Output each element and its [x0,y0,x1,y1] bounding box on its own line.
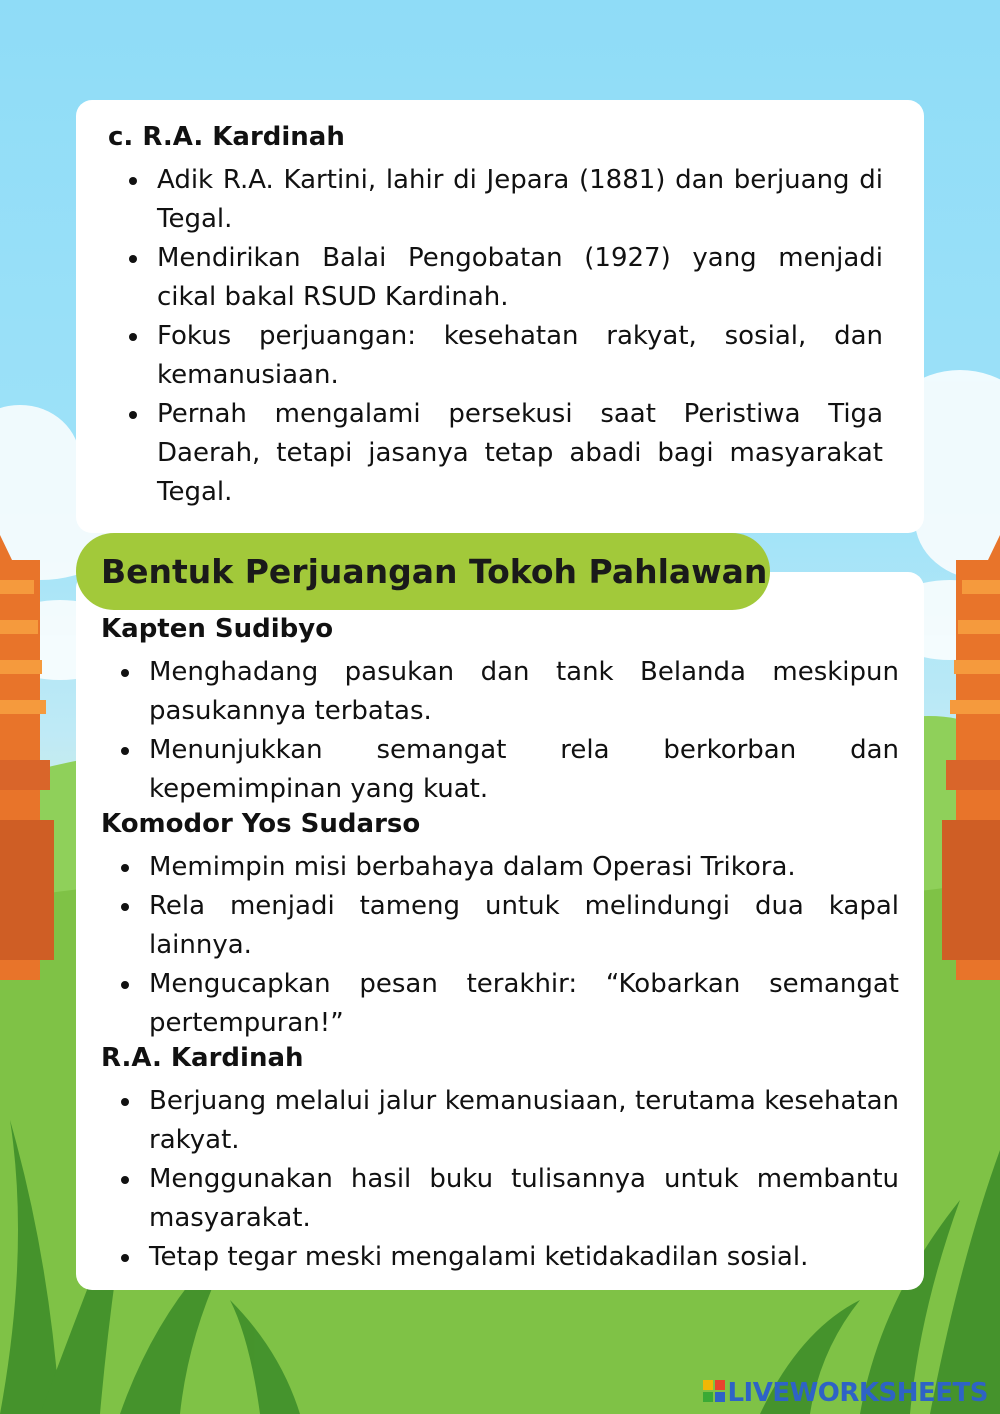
kardinah-bullet-list [157,161,883,512]
list-item: Menunjukkan semangat rela berkorban dan kepemimpinan yang kuat. [149,731,899,809]
hero-name-yos-sudarso: Komodor Yos Sudarso [101,809,421,839]
list-item: Memimpin misi berbahaya dalam Operasi Trikora. [149,848,899,887]
list-item: Tetap tegar meski mengalami ketidakadilan sosial. [149,1238,899,1277]
list-item: Mengucapkan pesan terakhir: “Kobarkan semangat pertempuran!” [149,965,899,1043]
liveworksheets-watermark [703,1378,988,1408]
list-item: Fokus perjuangan: kesehatan rakyat, sosial, dan kemanusiaan. [157,317,883,395]
list-item: Rela menjadi tameng untuk melindungi dua kapal lainnya. [149,887,899,965]
section-banner [76,533,770,610]
kardinah-perjuangan-bullet-list [149,1082,899,1277]
list-item: Menghadang pasukan dan tank Belanda meskipun pasukannya terbatas. [149,653,899,731]
watermark-text: LIVEWORKSHEETS [727,1378,988,1408]
list-item: Menggunakan hasil buku tulisannya untuk membantu masyarakat. [149,1160,899,1238]
list-item: Pernah mengalami persekusi saat Peristiwa Tiga Daerah, tetapi jasanya tetap abadi bagi masyarakat Tegal. [157,395,883,512]
yos-sudarso-bullet-list [149,848,899,1043]
banner-title: Bentuk Perjuangan Tokoh Pahlawan [101,552,768,591]
section-title-kardinah: c. R.A. Kardinah [108,122,345,152]
sudibyo-bullet-list [149,653,899,809]
hero-name-kardinah: R.A. Kardinah [101,1043,304,1073]
list-item: Adik R.A. Kartini, lahir di Jepara (1881) dan berjuang di Tegal. [157,161,883,239]
hero-name-sudibyo: Kapten Sudibyo [101,614,334,644]
liveworksheets-logo-icon [703,1380,725,1404]
list-item: Mendirikan Balai Pengobatan (1927) yang menjadi cikal bakal RSUD Kardinah. [157,239,883,317]
list-item: Berjuang melalui jalur kemanusiaan, terutama kesehatan rakyat. [149,1082,899,1160]
